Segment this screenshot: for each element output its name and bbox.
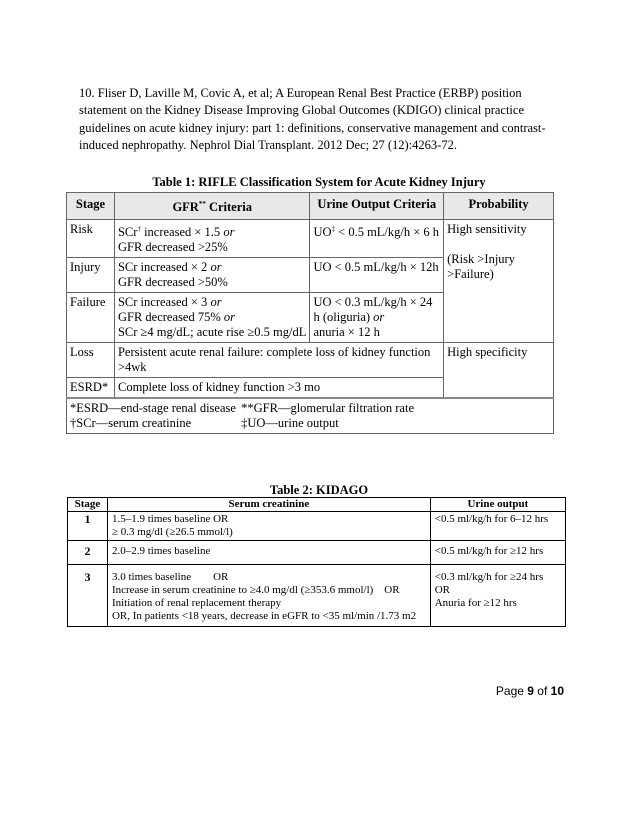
reference-citation: 10. Fliser D, Laville M, Covic A, et al; A European Renal Best Practice (ERBP) position statement on the Kidney Disease Improving Global Outcomes (KDIGO) clinical practice guidelines on acute kidney injury: part 1: definitions, conservative management and contrast-induced nephropathy. Nephrol Dial Transplant. 2012 Dec; 27 (12):4263-72. xyxy=(79,85,546,152)
table-row xyxy=(67,220,554,258)
urine-cell: <0.5 ml/kg/h for ≥12 hrs xyxy=(430,541,565,565)
header-serum-creatinine: Serum creatinine xyxy=(107,498,430,512)
stage-cell: 2 xyxy=(68,541,108,565)
stage-injury: Injury xyxy=(67,258,115,293)
footnote-scr: †SCr—serum creatinine xyxy=(70,416,192,431)
footnote-esrd: *ESRD—end-stage renal disease xyxy=(70,401,236,416)
header-probability: Probability xyxy=(444,193,554,220)
table2-title: Table 2: KIDAGO xyxy=(269,483,369,497)
esrd-description: Complete loss of kidney function >3 mo xyxy=(114,378,443,399)
header-urine-output: Urine output xyxy=(430,498,565,512)
urine-cell: <0.5 ml/kg/h for 6–12 hrs xyxy=(430,512,565,541)
stage-esrd: ESRD* xyxy=(67,378,115,399)
creatinine-cell: 2.0–2.9 times baseline xyxy=(107,541,430,565)
table-row xyxy=(68,512,566,541)
header-gfr: GFR** Criteria xyxy=(114,193,309,220)
loss-description: Persistent acute renal failure: complete loss of kidney function >4wk xyxy=(114,343,443,378)
urine-cell: <0.3 ml/kg/h for ≥24 hrs OR Anuria for ≥12 hrs xyxy=(430,565,565,627)
page-number: Page 9 of 10 xyxy=(495,684,564,698)
uo-injury: UO < 0.5 mL/kg/h × 12h xyxy=(310,258,444,293)
stage-loss: Loss xyxy=(67,343,115,378)
table-footnotes xyxy=(67,398,554,434)
header-uo: Urine Output Criteria xyxy=(310,193,444,220)
uo-failure: UO < 0.3 mL/kg/h × 24 h (oliguria) or anuria × 12 h xyxy=(310,293,444,343)
gfr-risk: SCr† increased × 1.5 or GFR decreased >25% xyxy=(114,220,309,258)
stage-cell: 1 xyxy=(68,512,108,541)
table1-title: Table 1: RIFLE Classification System for Acute Kidney Injury xyxy=(152,175,486,189)
table-header-row xyxy=(68,498,566,512)
header-stage: Stage xyxy=(68,498,108,512)
probability-high-sensitivity: High sensitivity (Risk >Injury >Failure) xyxy=(444,220,554,343)
uo-risk: UO‡ < 0.5 mL/kg/h × 6 h xyxy=(310,220,444,258)
gfr-injury: SCr increased × 2 or GFR decreased >50% xyxy=(114,258,309,293)
probability-high-specificity: High specificity xyxy=(444,343,554,399)
table-row xyxy=(67,343,554,378)
gfr-failure: SCr increased × 3 or GFR decreased 75% or SCr ≥4 mg/dL; acute rise ≥0.5 mg/dL xyxy=(114,293,309,343)
header-stage: Stage xyxy=(67,193,115,220)
footnote-uo: ‡UO—urine output xyxy=(241,416,339,431)
kidigo-table xyxy=(67,497,566,627)
creatinine-cell: 1.5–1.9 times baseline OR ≥ 0.3 mg/dl (≥26.5 mmol/l) xyxy=(107,512,430,541)
stage-failure: Failure xyxy=(67,293,115,343)
stage-cell: 3 xyxy=(68,565,108,627)
stage-risk: Risk xyxy=(67,220,115,258)
table-row xyxy=(68,541,566,565)
footnote-gfr: **GFR—glomerular filtration rate xyxy=(241,401,415,416)
rifle-table xyxy=(66,192,554,434)
creatinine-cell: 3.0 times baseline OR Increase in serum creatinine to ≥4.0 mg/dl (≥353.6 mmol/l) OR Initiation of renal replacement therapy OR, In patients <18 years, decrease in eGFR to <35 ml/min /1.73 m2 xyxy=(107,565,430,627)
table-header-row xyxy=(67,193,554,220)
table-row xyxy=(68,565,566,627)
